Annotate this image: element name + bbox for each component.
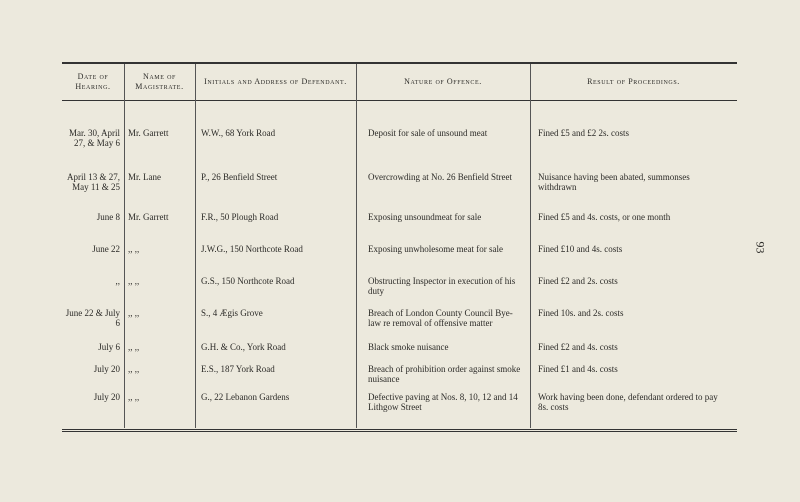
row-offence: Breach of prohibition order against smoke nuisance: [368, 364, 521, 384]
row-date: June 8: [96, 212, 120, 222]
header-magistrate: Name of Magistrate.: [135, 72, 184, 91]
proceedings-table: [62, 62, 737, 434]
row-defendant: G.S., 150 Northcote Road: [201, 276, 295, 286]
row-defendant: G.H. & Co., York Road: [201, 342, 286, 352]
row-result: Fined £10 and 4s. costs: [538, 244, 623, 254]
row-date: July 20: [93, 364, 120, 374]
row-result: Nuisance having been abated, summonses withdrawn: [538, 172, 690, 192]
table-top-rule: [62, 62, 737, 64]
row-date: ,,: [115, 276, 120, 286]
row-result: Fined £5 and 4s. costs, or one month: [538, 212, 671, 222]
row-offence: Breach of London County Council Bye-law re removal of offensive matter: [368, 308, 513, 328]
row-date: Mar. 30, April 27, & May 6: [69, 128, 120, 148]
row-magistrate: Mr. Lane: [128, 172, 161, 182]
row-date: July 6: [98, 342, 120, 352]
row-magistrate: ,, ,,: [128, 392, 140, 402]
row-defendant: W.W., 68 York Road: [201, 128, 276, 138]
row-result: Fined £2 and 2s. costs: [538, 276, 618, 286]
page-number: 93: [753, 241, 768, 254]
column-divider: [124, 64, 125, 428]
row-defendant: P., 26 Benfield Street: [201, 172, 278, 182]
row-result: Fined £5 and £2 2s. costs: [538, 128, 629, 138]
header-date: Date of Hearing.: [75, 72, 111, 91]
row-magistrate: ,, ,,: [128, 342, 140, 352]
row-magistrate: ,, ,,: [128, 244, 140, 254]
header-rule: [62, 100, 737, 101]
row-defendant: E.S., 187 York Road: [201, 364, 275, 374]
row-date: July 20: [93, 392, 120, 402]
row-defendant: F.R., 50 Plough Road: [201, 212, 279, 222]
row-offence: Obstructing Inspector in execution of his duty: [368, 276, 516, 296]
row-date: June 22 & July 6: [65, 308, 120, 328]
row-result: Fined £1 and 4s. costs: [538, 364, 618, 374]
column-divider: [356, 64, 357, 428]
row-result: Fined £2 and 4s. costs: [538, 342, 618, 352]
row-offence: Defective paving at Nos. 8, 10, 12 and 14 Lithgow Street: [368, 392, 518, 412]
row-offence: Overcrowding at No. 26 Benfield Street: [368, 172, 512, 182]
row-date: June 22: [92, 244, 120, 254]
row-magistrate: ,, ,,: [128, 308, 140, 318]
row-magistrate: Mr. Garrett: [128, 128, 169, 138]
row-offence: Deposit for sale of unsound meat: [368, 128, 488, 138]
header-result: Result of Proceedings.: [587, 77, 680, 86]
row-offence: Black smoke nuisance: [368, 342, 449, 352]
row-magistrate: ,, ,,: [128, 364, 140, 374]
table-bottom-rule: [62, 429, 737, 432]
row-offence: Exposing unwholesome meat for sale: [368, 244, 503, 254]
column-divider: [195, 64, 196, 428]
row-result: Fined 10s. and 2s. costs: [538, 308, 624, 318]
row-result: Work having been done, defendant ordered to pay 8s. costs: [538, 392, 718, 412]
row-defendant: G., 22 Lebanon Gardens: [201, 392, 290, 402]
row-magistrate: Mr. Garrett: [128, 212, 169, 222]
row-defendant: J.W.G., 150 Northcote Road: [201, 244, 303, 254]
column-divider: [530, 64, 531, 428]
header-defendant: Initials and Address of Defendant.: [204, 77, 347, 86]
row-defendant: S., 4 Ægis Grove: [201, 308, 263, 318]
row-date: April 13 & 27, May 11 & 25: [67, 172, 120, 192]
row-offence: Exposing unsoundmeat for sale: [368, 212, 482, 222]
row-magistrate: ,, ,,: [128, 276, 140, 286]
header-offence: Nature of Offence.: [404, 77, 482, 86]
